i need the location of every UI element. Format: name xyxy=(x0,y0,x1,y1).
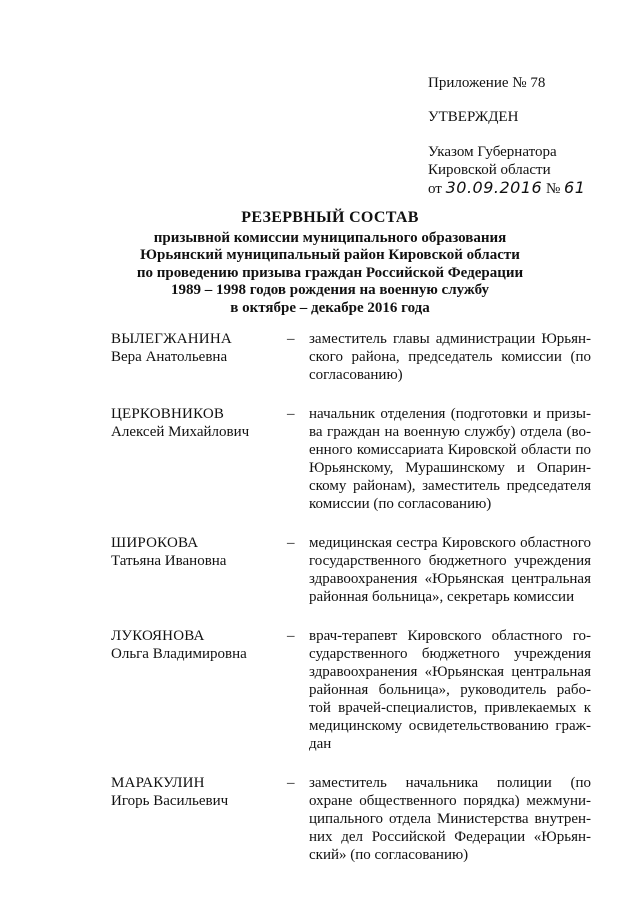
title-main: РЕЗЕРВНЫЙ СОСТАВ xyxy=(241,209,419,226)
role-line: той врачей-специалистов, привлекаемых к xyxy=(309,700,591,716)
member-name xyxy=(111,330,287,384)
decree-line-1: Указом Губернатора xyxy=(428,144,557,160)
member-role xyxy=(309,405,591,513)
member-role xyxy=(309,627,591,753)
member-entry xyxy=(111,534,591,606)
member-name xyxy=(111,627,287,753)
role-line: заместитель начальника полиции (по xyxy=(309,775,591,791)
appendix-number: Приложение № 78 xyxy=(428,75,546,91)
approval-header xyxy=(428,74,628,198)
role-line: медицинскому освидетельствованию граж- xyxy=(309,718,591,734)
role-line: заместитель главы администрации Юрьян- xyxy=(309,331,591,347)
member-given-name: Ольга Владимировна xyxy=(111,646,247,662)
role-line: енного комиссариата Кировской области по xyxy=(309,442,591,458)
role-line: них дел Российской Федерации «Юрьян- xyxy=(309,829,591,845)
decree-line-2: Кировской области xyxy=(428,162,551,178)
member-entry xyxy=(111,627,591,753)
member-dash: – xyxy=(287,535,295,551)
member-surname: ЦЕРКОВНИКОВ xyxy=(111,406,225,422)
member-name xyxy=(111,774,287,864)
role-line: медицинская сестра Кировского областного xyxy=(309,535,591,551)
role-line: здравоохранения «Юрьянская центральная xyxy=(309,664,591,680)
member-given-name: Игорь Васильевич xyxy=(111,793,229,809)
role-line: районная больница», секретарь комиссии xyxy=(309,589,575,605)
member-dash: – xyxy=(287,628,295,644)
document-title xyxy=(120,209,540,317)
role-line: районная больница», руководитель рабо- xyxy=(309,682,591,698)
role-line: врач-терапевт Кировского областного го- xyxy=(309,628,591,644)
role-line: ва граждан на военную службу) отдела (во- xyxy=(309,424,591,440)
member-surname: ВЫЛЕГЖАНИНА xyxy=(111,331,232,347)
role-line: скому районам), заместитель председателя xyxy=(309,478,591,494)
member-role xyxy=(309,330,591,384)
commission-members-list xyxy=(111,330,591,885)
role-line: здравоохранения «Юрьянская центральная xyxy=(309,571,591,587)
role-line: ский» (по согласованию) xyxy=(309,847,469,863)
member-surname: ЛУКОЯНОВА xyxy=(111,628,205,644)
member-role xyxy=(309,534,591,606)
role-line: государственного бюджетного учреждения xyxy=(309,553,591,569)
member-entry xyxy=(111,774,591,864)
role-line: охране общественного порядка) межмуни- xyxy=(309,793,591,809)
member-role xyxy=(309,774,591,864)
title-line: призывной комиссии муниципального образования xyxy=(153,229,507,246)
role-line: ципального отдела Министерства внутрен- xyxy=(309,811,591,827)
member-surname: МАРАКУЛИН xyxy=(111,775,205,791)
member-dash: – xyxy=(287,775,295,791)
title-line: 1989 – 1998 годов рождения на военную службу xyxy=(170,282,490,298)
role-line: согласованию) xyxy=(309,367,403,383)
member-name xyxy=(111,534,287,606)
role-line: дан xyxy=(309,736,332,752)
member-entry xyxy=(111,405,591,513)
role-line: Юрьянскому, Мурашинскому и Опарин- xyxy=(309,460,591,476)
member-surname: ШИРОКОВА xyxy=(111,535,199,551)
handwritten-date: 30.09.2016 xyxy=(445,178,543,197)
role-line: начальник отделения (подготовки и призы- xyxy=(309,406,591,422)
member-given-name: Вера Анатольевна xyxy=(111,349,228,365)
approved-stamp: УТВЕРЖДЕН xyxy=(428,109,519,125)
title-line: в октябре – декабре 2016 года xyxy=(230,299,430,316)
role-line: сударственного бюджетного учреждения xyxy=(309,646,591,662)
decree-date-line xyxy=(428,179,628,198)
member-given-name: Алексей Михайлович xyxy=(111,424,250,440)
role-line: комиссии (по согласованию) xyxy=(309,496,492,512)
title-line: по проведению призыва граждан Российской Федерации xyxy=(136,264,524,281)
member-name xyxy=(111,405,287,513)
member-dash: – xyxy=(287,406,295,422)
role-line: ского района, председатель комиссии (по xyxy=(309,349,591,365)
title-line: Юрьянский муниципальный район Кировской области xyxy=(140,247,520,263)
member-dash: – xyxy=(287,331,295,347)
member-entry xyxy=(111,330,591,384)
handwritten-number: 61 xyxy=(564,178,586,197)
date-prefix: от xyxy=(428,181,442,197)
number-prefix: № xyxy=(545,181,561,197)
member-given-name: Татьяна Ивановна xyxy=(111,553,227,569)
